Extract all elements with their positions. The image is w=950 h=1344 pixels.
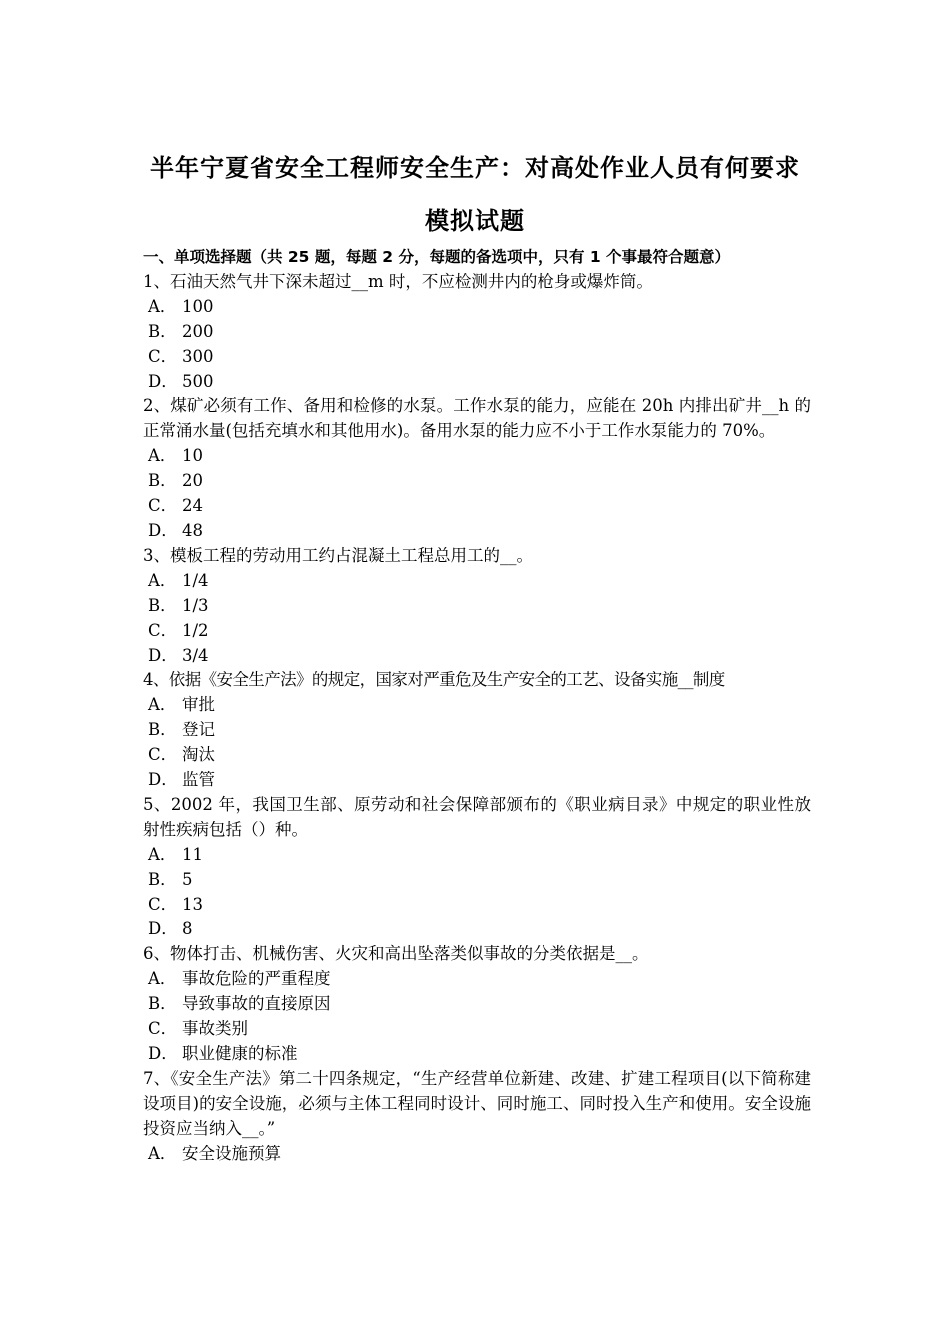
option-b	[143, 469, 811, 494]
question-4	[143, 668, 811, 793]
option-text: 20	[182, 471, 203, 491]
question-3	[143, 544, 811, 669]
option-b	[143, 320, 811, 345]
option-b	[143, 594, 811, 619]
option-d	[143, 917, 811, 942]
option-letter: C．	[148, 1019, 178, 1039]
option-letter: A．	[148, 296, 177, 316]
option-a	[143, 569, 811, 594]
option-letter: C．	[148, 894, 178, 914]
section-heading: 一、单项选择题（共 25 题，每题 2 分，每题的备选项中，只有 1 个事最符合题意）	[143, 248, 731, 266]
option-letter: D．	[148, 919, 178, 939]
option-text: 监管	[182, 770, 215, 790]
option-text: 审批	[182, 695, 215, 715]
option-letter: C．	[148, 496, 178, 516]
option-letter: D．	[148, 520, 178, 540]
option-a	[143, 693, 811, 718]
option-d	[143, 768, 811, 793]
option-letter: D．	[148, 1044, 178, 1063]
question-6	[143, 942, 811, 1067]
option-letter: A．	[148, 695, 177, 715]
option-d	[143, 644, 811, 669]
option-b	[143, 868, 811, 893]
option-text: 1/3	[182, 595, 209, 615]
option-text: 8	[182, 919, 193, 939]
option-text: 3/4	[182, 645, 209, 665]
option-a	[143, 295, 811, 320]
option-a	[143, 843, 811, 868]
document-body	[143, 245, 811, 1167]
option-text: 淘汰	[182, 745, 215, 765]
option-text: 200	[182, 321, 214, 341]
option-letter: C．	[148, 346, 178, 366]
option-c	[143, 494, 811, 519]
question-2	[143, 394, 811, 543]
option-letter: C．	[148, 745, 178, 765]
option-letter: A．	[148, 446, 177, 466]
option-b	[143, 992, 811, 1017]
option-letter: B．	[148, 471, 177, 491]
option-text: 100	[182, 296, 214, 316]
question-7	[143, 1067, 811, 1167]
question-text: 4、依据《安全生产法》的规定，国家对严重危及生产安全的工艺、设备实施__制度	[143, 670, 725, 690]
option-c	[143, 619, 811, 644]
option-letter: B．	[148, 869, 177, 889]
option-letter: D．	[148, 770, 178, 790]
option-text: 登记	[182, 720, 215, 740]
document-title-line-2: 模拟试题	[425, 207, 525, 235]
option-letter: B．	[148, 994, 177, 1014]
option-d	[143, 370, 811, 395]
option-c	[143, 893, 811, 918]
option-letter: B．	[148, 321, 177, 341]
option-letter: B．	[148, 720, 177, 740]
document-title-line-1: 半年宁夏省安全工程师安全生产：对高处作业人员有何要求	[150, 154, 800, 182]
option-text: 10	[182, 446, 203, 466]
option-d	[143, 1042, 811, 1067]
option-letter: A．	[148, 1143, 177, 1163]
option-text: 5	[182, 869, 193, 889]
option-b	[143, 718, 811, 743]
question-text: 3、模板工程的劳动用工约占混凝土工程总用工的__。	[143, 545, 533, 565]
question-text: 2、煤矿必须有工作、备用和检修的水泵。工作水泵的能力，应能在 20h 内排出矿井__h 的正常涌水量(包括充填水和其他用水)。备用水泵的能力应不小于工作水泵能力的 70%。	[143, 396, 811, 441]
option-c	[143, 345, 811, 370]
option-a	[143, 444, 811, 469]
option-text: 1/4	[182, 570, 209, 590]
question-text: 1、石油天然气井下深未超过__m 时，不应检测井内的枪身或爆炸筒。	[143, 271, 653, 291]
option-d	[143, 519, 811, 544]
option-letter: B．	[148, 595, 177, 615]
option-c	[143, 1017, 811, 1042]
option-a	[143, 1142, 811, 1167]
question-text: 5、2002 年，我国卫生部、原劳动和社会保障部颁布的《职业病目录》中规定的职业性放射性疾病包括（）种。	[143, 794, 811, 839]
option-letter: D．	[148, 371, 178, 391]
option-c	[143, 743, 811, 768]
question-1	[143, 270, 811, 395]
option-text: 职业健康的标准	[182, 1044, 298, 1063]
option-text: 13	[182, 894, 203, 914]
option-text: 1/2	[182, 620, 209, 640]
option-letter: A．	[148, 570, 177, 590]
question-5	[143, 793, 811, 942]
option-letter: D．	[148, 645, 178, 665]
option-text: 300	[182, 346, 214, 366]
option-text: 安全设施预算	[182, 1143, 281, 1163]
option-text: 事故类别	[182, 1019, 248, 1039]
option-text: 48	[182, 520, 203, 540]
option-text: 500	[182, 371, 214, 391]
question-text: 7、《安全生产法》第二十四条规定，“生产经营单位新建、改建、扩建工程项目(以下简称建设项目)的安全设施，必须与主体工程同时设计、同时施工、同时投入生产和使用。安全设施投资应当纳入__。”	[143, 1068, 811, 1138]
option-letter: A．	[148, 844, 177, 864]
option-letter: C．	[148, 620, 178, 640]
option-a	[143, 967, 811, 992]
option-text: 11	[182, 844, 203, 864]
option-text: 导致事故的直接原因	[182, 994, 331, 1014]
option-letter: A．	[148, 969, 177, 989]
option-text: 24	[182, 496, 203, 516]
question-text: 6、物体打击、机械伤害、火灾和高出坠落类似事故的分类依据是__。	[143, 944, 649, 964]
option-text: 事故危险的严重程度	[182, 969, 331, 989]
